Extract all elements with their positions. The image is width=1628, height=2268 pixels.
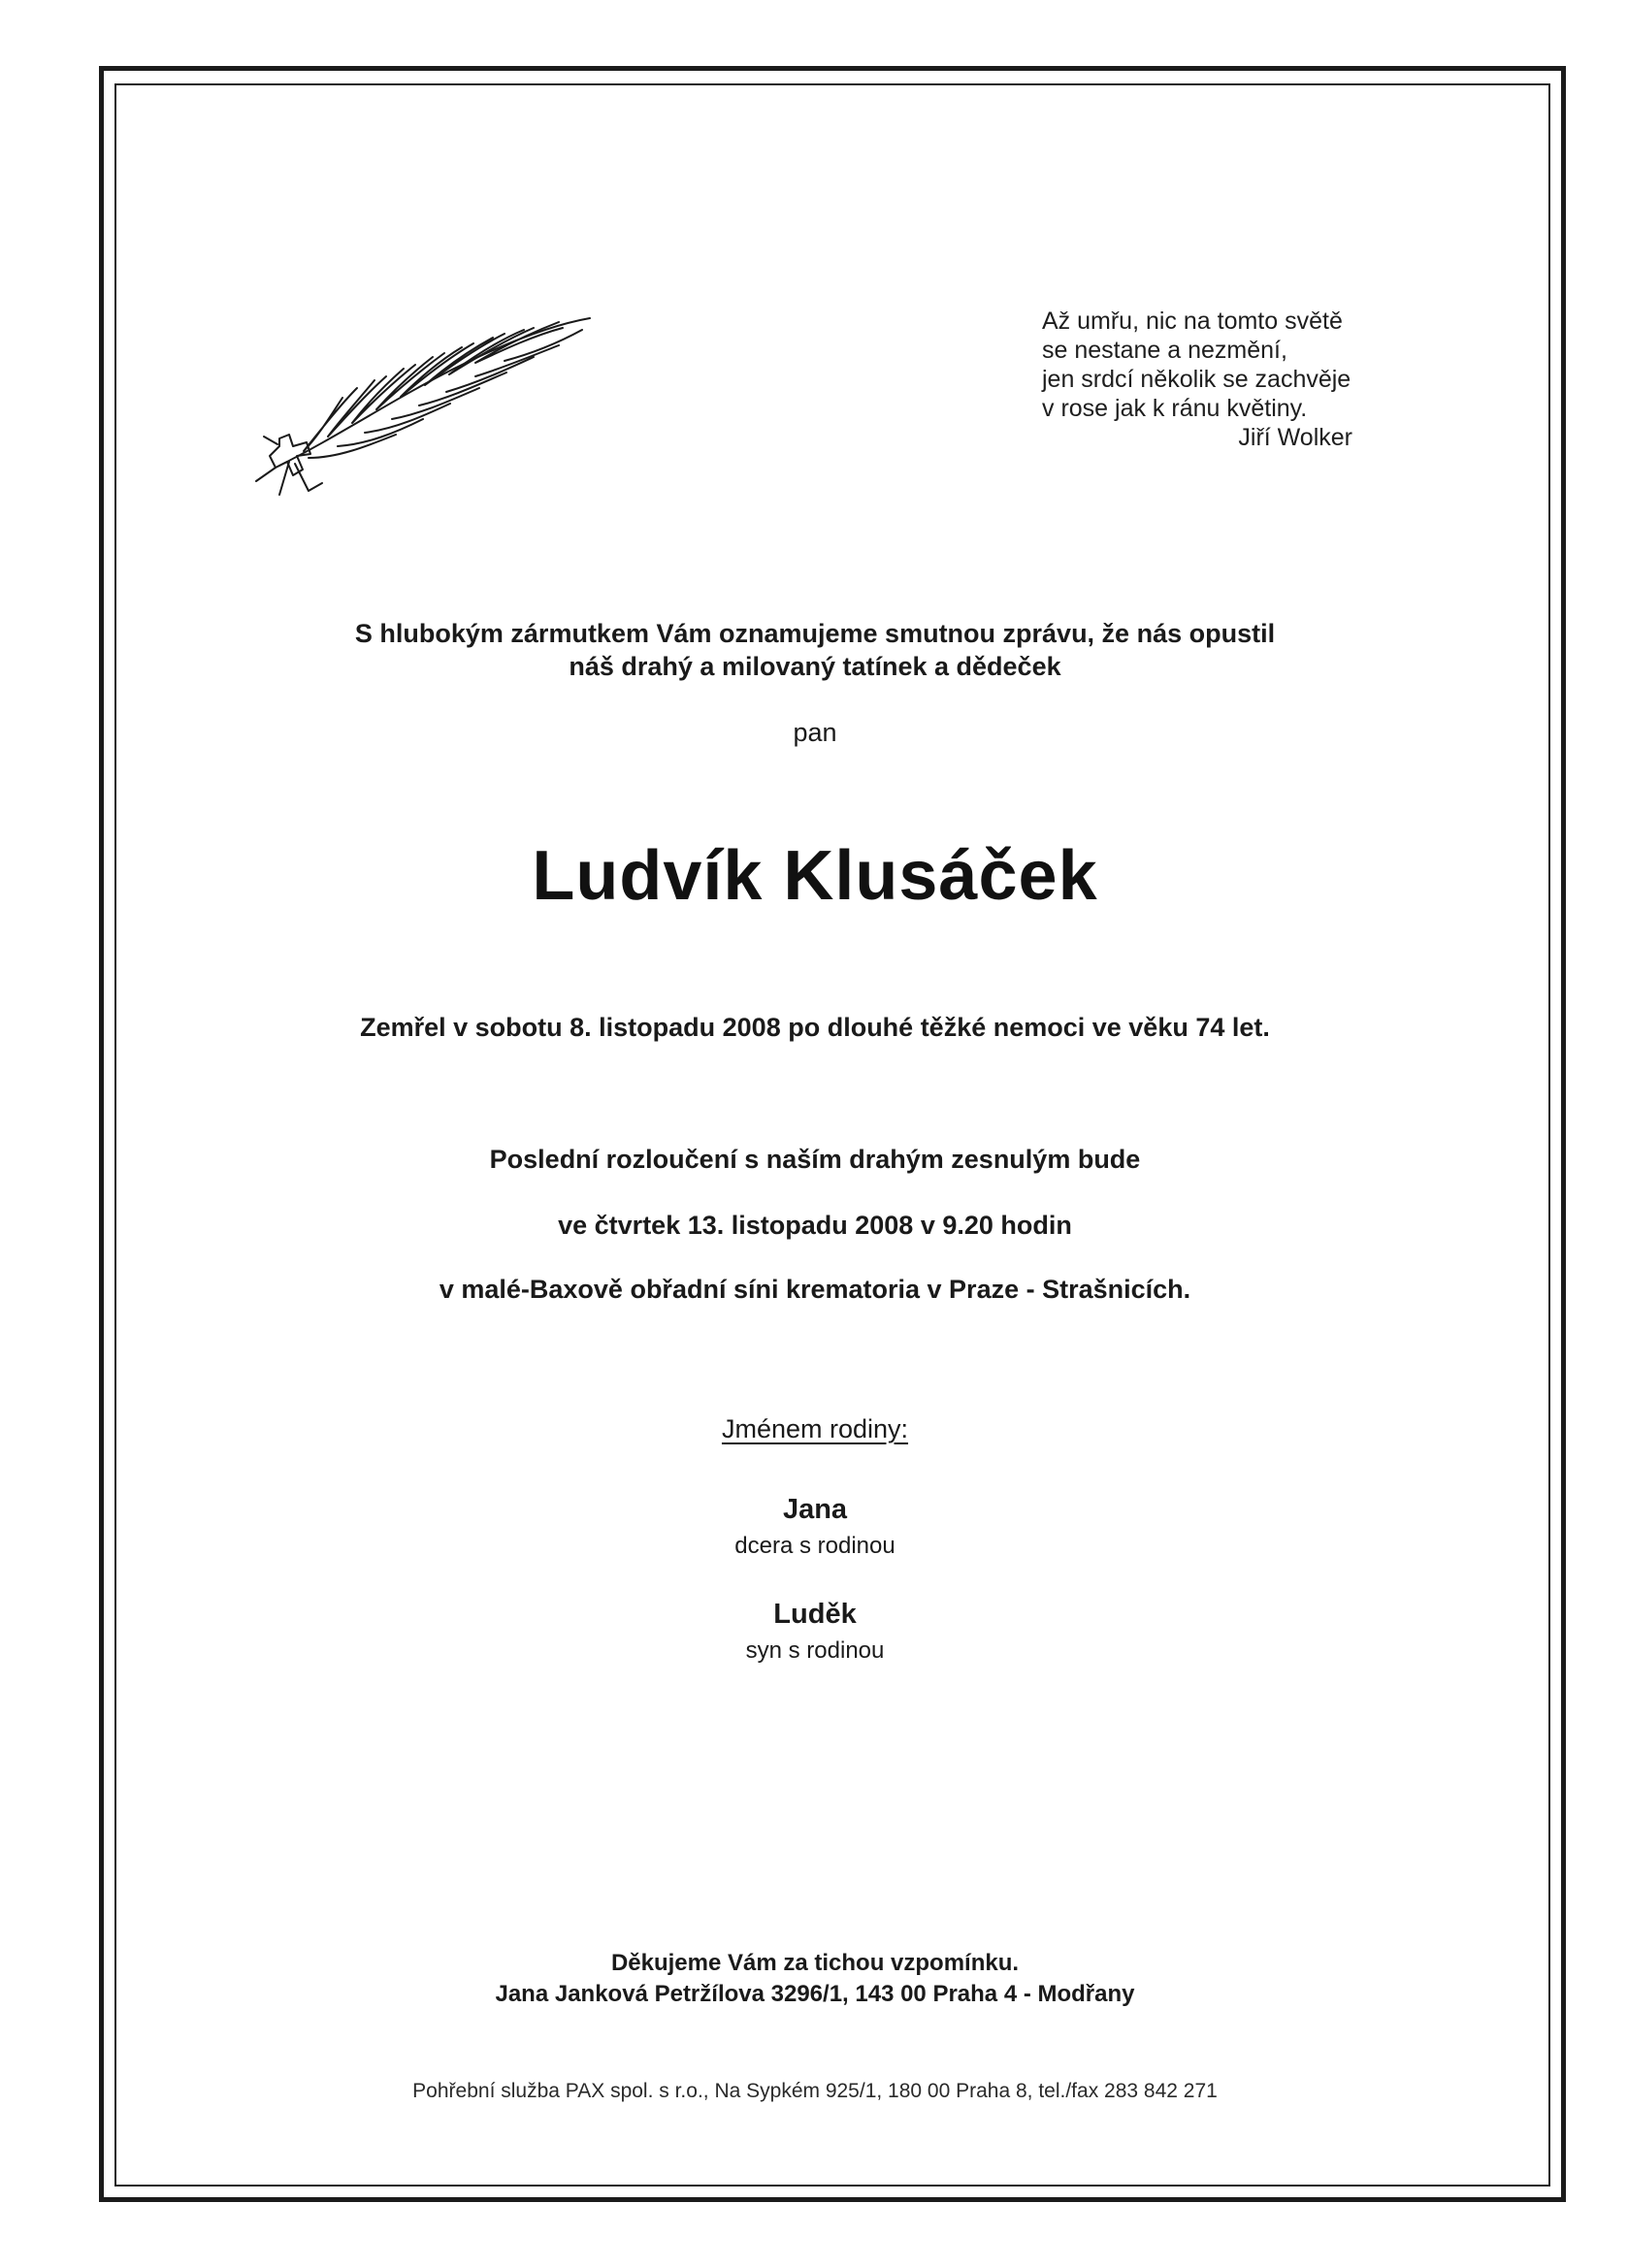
closing-address: Jana Janková Petržílova 3296/1, 143 00 Praha 4 - Modřany bbox=[495, 1981, 1135, 2007]
palm-branch-icon bbox=[250, 291, 600, 497]
deceased-name: Ludvík Klusáček bbox=[532, 837, 1098, 915]
family-label-text: Jménem rodiny: bbox=[721, 1414, 909, 1443]
farewell-line-1: Poslední rozloučení s naším drahým zesnulým bude bbox=[489, 1145, 1141, 1174]
intro-line-1: S hlubokým zármutkem Vám oznamujeme smutnou zprávu, že nás opustil bbox=[354, 619, 1276, 648]
poem-author: Jiří Wolker bbox=[1238, 424, 1352, 451]
death-info: Zemřel v sobotu 8. listopadu 2008 po dlouhé těžké nemoci ve věku 74 let. bbox=[360, 1013, 1270, 1042]
closing-thanks: Děkujeme Vám za tichou vzpomínku. bbox=[610, 1950, 1020, 1976]
intro-line-2: náš drahý a milovaný tatínek a dědeček bbox=[569, 652, 1061, 681]
funeral-service-footer: Pohřební služba PAX spol. s r.o., Na Sypkém 925/1, 180 00 Praha 8, tel./fax 283 842 271 bbox=[412, 2080, 1218, 2102]
family-member-name: Luděk bbox=[773, 1599, 857, 1630]
poem-line: jen srdcí několik se zachvěje bbox=[1042, 366, 1351, 393]
family-member-name: Jana bbox=[782, 1494, 848, 1525]
poem-quote bbox=[1042, 307, 1391, 452]
farewell-line-2: ve čtvrtek 13. listopadu 2008 v 9.20 hodin bbox=[558, 1211, 1072, 1240]
poem-line: se nestane a nezmění, bbox=[1042, 337, 1287, 364]
family-label bbox=[116, 1414, 1514, 1444]
closing bbox=[116, 1948, 1514, 2010]
announcement-intro bbox=[116, 617, 1514, 683]
salutation: pan bbox=[793, 718, 837, 747]
family-member-relation: syn s rodinou bbox=[745, 1637, 885, 1664]
farewell-line-3: v malé-Baxově obřadní síni krematoria v Praze - Strašnicích. bbox=[439, 1275, 1191, 1304]
family-member-relation: dcera s rodinou bbox=[734, 1533, 895, 1559]
poem-line: Až umřu, nic na tomto světě bbox=[1042, 308, 1343, 335]
poem-line: v rose jak k ránu květiny. bbox=[1042, 395, 1308, 422]
